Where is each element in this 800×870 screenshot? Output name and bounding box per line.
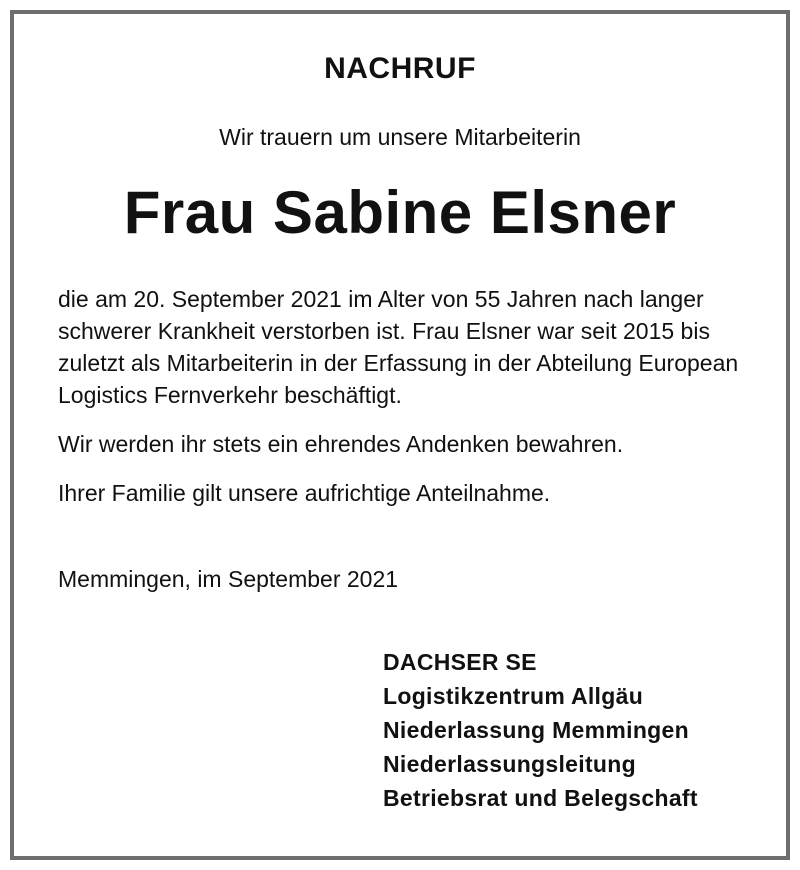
signature-line: Logistikzentrum Allgäu — [383, 683, 644, 709]
obituary-paragraph: die am 20. September 2021 im Alter von 55 Jahren nach langer schwerer Krankheit verstorben ist. Frau Elsner war seit 2015 bis zuletzt als Mitarbeiterin in der Erfassung in der Abteilung European Logistics Fernverkehr beschäftigt. — [58, 286, 739, 408]
notice-heading: NACHRUF — [324, 52, 476, 85]
condolence-paragraph: Ihrer Familie gilt unsere aufrichtige Anteilnahme. — [58, 480, 551, 506]
remembrance-paragraph: Wir werden ihr stets ein ehrendes Andenken bewahren. — [58, 431, 624, 457]
place-and-date: Memmingen, im September 2021 — [58, 566, 399, 592]
signature-line: Niederlassungsleitung — [383, 751, 636, 777]
signature-line: Betriebsrat und Belegschaft — [383, 785, 698, 811]
deceased-name: Frau Sabine Elsner — [123, 179, 677, 246]
signature-line: Niederlassung Memmingen — [383, 717, 689, 743]
signature-company: DACHSER SE — [383, 649, 537, 675]
signature-block — [383, 645, 698, 815]
intro-line: Wir trauern um unsere Mitarbeiterin — [219, 124, 581, 150]
